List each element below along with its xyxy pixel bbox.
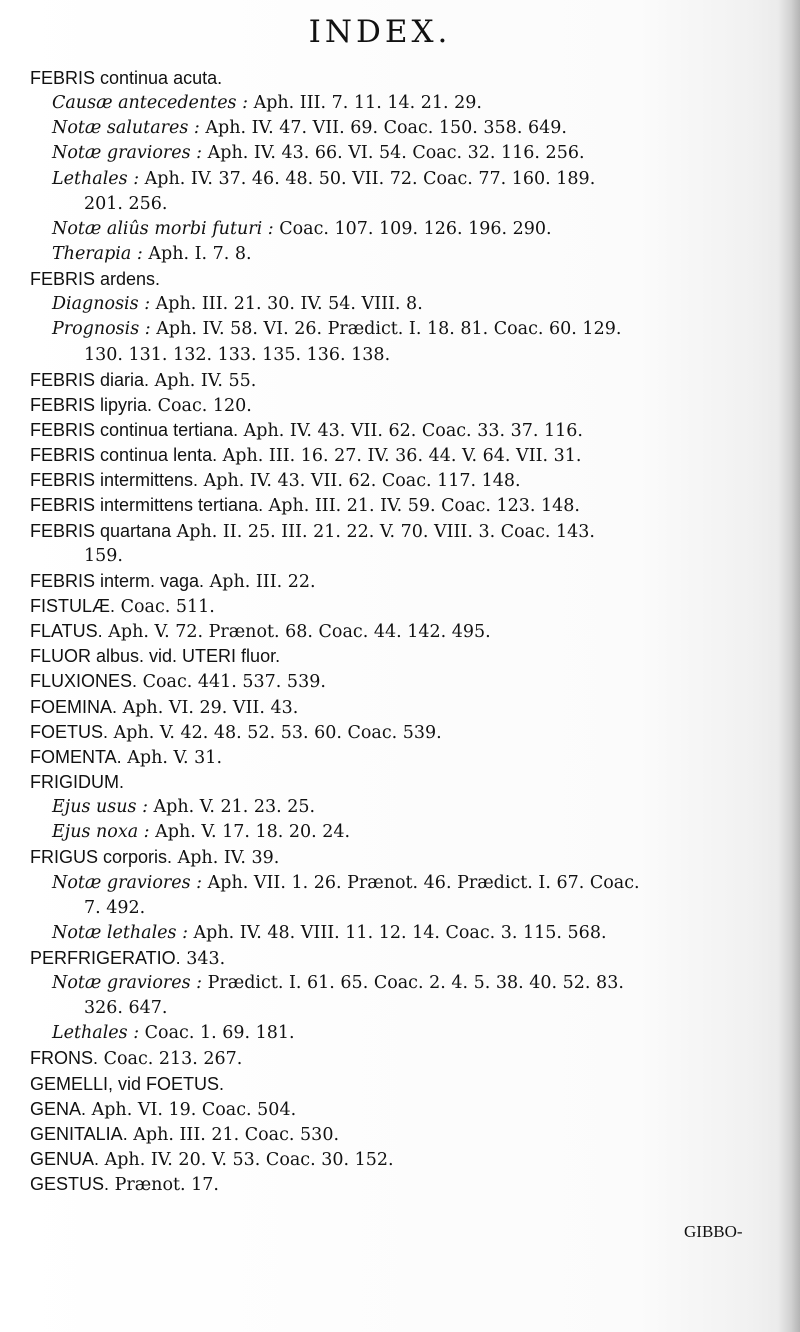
index-subentry <box>30 141 775 166</box>
index-subentry <box>30 292 775 317</box>
index-subentry <box>30 91 775 116</box>
entry-heading: FRONS. <box>30 1048 99 1069</box>
entry-references: Aph. III. 21. Coac. 530. <box>127 1124 340 1145</box>
entry-qualifier: Prognosis : <box>52 319 151 340</box>
index-continuation <box>30 192 775 217</box>
index-continuation <box>30 996 775 1021</box>
index-subentry <box>30 971 775 996</box>
entry-qualifier: Notæ graviores : <box>52 143 203 164</box>
entry-references: Aph. IV. 58. VI. 26. Prædict. I. 18. 81. Coac. 60. 129. <box>150 319 622 340</box>
index-entry <box>30 669 775 694</box>
index-entry <box>30 418 775 443</box>
index-entry <box>30 393 775 418</box>
entry-qualifier: Lethales : <box>52 168 140 189</box>
index-continuation <box>30 544 775 569</box>
entry-heading: FEBRIS intermittens tertiana. <box>30 495 264 516</box>
entry-references: Aph. III. 21. 30. IV. 54. VIII. 8. <box>150 294 423 315</box>
index-entry <box>30 493 775 518</box>
entry-references: Coac. 107. 109. 126. 196. 290. <box>273 218 552 239</box>
entry-references: Aph. IV. 43. VII. 62. Coac. 117. 148. <box>198 471 521 492</box>
entry-references: Aph. V. 31. <box>121 747 223 768</box>
entry-heading: FEBRIS continua acuta. <box>30 68 223 88</box>
entry-heading: FRIGIDUM. <box>30 771 124 792</box>
index-entry <box>30 745 775 770</box>
entry-qualifier: Notæ lethales : <box>52 922 188 943</box>
entry-references: Aph. VII. 1. 26. Prænot. 46. Prædict. I. 67. Coac. <box>202 872 640 893</box>
index-subentry <box>30 217 775 242</box>
entry-qualifier: Lethales : <box>52 1023 140 1044</box>
index-entry <box>30 594 775 619</box>
entry-references: 343. <box>180 948 226 969</box>
entry-heading: GENITALIA. <box>30 1123 128 1144</box>
entry-references: Aph. III. 16. 27. IV. 36. 44. V. 64. VII. 31. <box>217 446 582 467</box>
entry-heading: FRIGUS corporis. <box>30 847 173 868</box>
entry-heading: FEBRIS ardens. <box>30 269 161 290</box>
index-entry <box>30 770 775 795</box>
index-entry <box>30 368 775 393</box>
entry-heading: FLUOR albus. vid. UTERI fluor. <box>30 646 281 667</box>
index-subentry <box>30 167 775 192</box>
entry-references: Aph. I. 7. 8. <box>142 243 252 264</box>
catchword: GIBBO- <box>684 1222 743 1241</box>
index-subentry <box>30 116 775 141</box>
entry-references: Aph. IV. 20. V. 53. Coac. 30. 152. <box>99 1150 394 1171</box>
entry-heading: FOEMINA. <box>30 696 118 717</box>
entry-heading: FEBRIS intermittens. <box>30 470 199 491</box>
entry-references: Aph. IV. 43. VII. 62. Coac. 33. 37. 116. <box>238 420 583 441</box>
entry-references: Prædict. I. 61. 65. Coac. 2. 4. 5. 38. 40. 52. 83. <box>202 973 624 994</box>
index-entry <box>30 845 775 870</box>
index-entry <box>30 66 775 91</box>
entry-qualifier: Ejus usus : <box>52 797 148 818</box>
entry-heading: FEBRIS quartana <box>30 520 172 541</box>
entry-heading: GENUA. <box>30 1149 100 1170</box>
entry-heading: GESTUS. <box>30 1174 110 1195</box>
index-entry <box>30 1072 775 1097</box>
entry-references: Aph. V. 21. 23. 25. <box>147 797 316 818</box>
entry-heading: FEBRIS interm. vaga. <box>30 570 205 591</box>
entry-references: 201. 256. <box>84 193 168 214</box>
entry-references: 7. 492. <box>84 897 146 918</box>
index-subentry <box>30 921 775 946</box>
index-continuation <box>30 896 775 921</box>
entry-heading: FOETUS. <box>30 721 109 742</box>
index-subentry <box>30 242 775 267</box>
entry-heading: FEBRIS lipyria. <box>30 394 153 415</box>
entry-references: Aph. III. 22. <box>204 571 316 592</box>
entry-references: Aph. III. 21. IV. 59. Coac. 123. 148. <box>263 496 580 517</box>
entry-references: Aph. IV. 55. <box>149 370 257 391</box>
entry-references: Coac. 120. <box>152 395 252 416</box>
entry-qualifier: Therapia : <box>52 243 143 264</box>
index-entry <box>30 1097 775 1122</box>
entry-heading: GENA. <box>30 1098 87 1119</box>
entry-references: Coac. 511. <box>115 596 215 617</box>
index-subentry <box>30 1021 775 1046</box>
entry-references: 159. <box>84 545 123 566</box>
index-entry <box>30 267 775 292</box>
entry-references: Aph. IV. 48. VIII. 11. 12. 14. Coac. 3. 115. 568. <box>187 922 607 943</box>
index-entry <box>30 695 775 720</box>
index-entries <box>30 66 775 1197</box>
entry-references: Aph. VI. 19. Coac. 504. <box>86 1099 297 1120</box>
index-entry <box>30 1172 775 1197</box>
index-entry <box>30 1122 775 1147</box>
entry-heading: FEBRIS continua lenta. <box>30 445 218 466</box>
index-entry <box>30 519 775 544</box>
page-title: INDEX. <box>308 14 452 50</box>
entry-qualifier: Notæ graviores : <box>52 872 203 893</box>
entry-heading: FLATUS. <box>30 621 103 642</box>
entry-references: Coac. 213. 267. <box>98 1049 243 1070</box>
entry-references: Aph. III. 7. 11. 14. 21. 29. <box>248 93 482 114</box>
entry-qualifier: Notæ aliûs morbi futuri : <box>52 218 274 239</box>
entry-heading: FOMENTA. <box>30 746 122 767</box>
index-entry <box>30 443 775 468</box>
entry-references: Aph. V. 72. Prænot. 68. Coac. 44. 142. 495. <box>102 622 491 643</box>
index-entry <box>30 720 775 745</box>
entry-heading: PERFRIGERATIO. <box>30 947 181 968</box>
index-entry <box>30 1046 775 1071</box>
entry-references: Aph. V. 42. 48. 52. 53. 60. Coac. 539. <box>108 722 442 743</box>
page-edge-shadow <box>778 0 800 1332</box>
entry-references: Aph. IV. 39. <box>172 848 280 869</box>
entry-qualifier: Ejus noxa : <box>52 822 150 843</box>
entry-references: Aph. IV. 37. 46. 48. 50. VII. 72. Coac. 77. 160. 189. <box>139 168 596 189</box>
index-subentry <box>30 820 775 845</box>
entry-qualifier: Notæ graviores : <box>52 973 203 994</box>
entry-references: Aph. VI. 29. VII. 43. <box>117 697 299 718</box>
index-continuation <box>30 343 775 368</box>
entry-qualifier: Diagnosis : <box>52 294 151 315</box>
entry-references: Aph. IV. 47. VII. 69. Coac. 150. 358. 649. <box>199 118 567 139</box>
index-entry <box>30 619 775 644</box>
entry-qualifier: Notæ salutares : <box>52 118 200 139</box>
entry-heading: FLUXIONES. <box>30 671 138 692</box>
entry-references: Aph. II. 25. III. 21. 22. V. 70. VIII. 3. Coac. 143. <box>171 521 595 542</box>
entry-references: Prænot. 17. <box>109 1175 219 1196</box>
entry-references: 326. 647. <box>84 998 168 1019</box>
entry-heading: FISTULÆ. <box>30 595 116 616</box>
index-subentry <box>30 317 775 342</box>
index-entry <box>30 644 775 669</box>
entry-heading: FEBRIS continua tertiana. <box>30 419 239 440</box>
entry-heading: GEMELLI, vid FOETUS. <box>30 1073 225 1094</box>
entry-qualifier: Causæ antecedentes : <box>52 93 248 114</box>
index-entry <box>30 946 775 971</box>
entry-references: 130. 131. 132. 133. 135. 136. 138. <box>84 344 391 365</box>
entry-heading: FEBRIS diaria. <box>30 369 150 390</box>
entry-references: Coac. 1. 69. 181. <box>139 1023 295 1044</box>
index-entry <box>30 468 775 493</box>
entry-references: Aph. IV. 43. 66. VI. 54. Coac. 32. 116. 256. <box>202 143 585 164</box>
index-entry <box>30 1147 775 1172</box>
entry-references: Aph. V. 17. 18. 20. 24. <box>149 822 351 843</box>
index-subentry <box>30 871 775 896</box>
index-subentry <box>30 795 775 820</box>
entry-references: Coac. 441. 537. 539. <box>137 672 326 693</box>
index-entry <box>30 569 775 594</box>
